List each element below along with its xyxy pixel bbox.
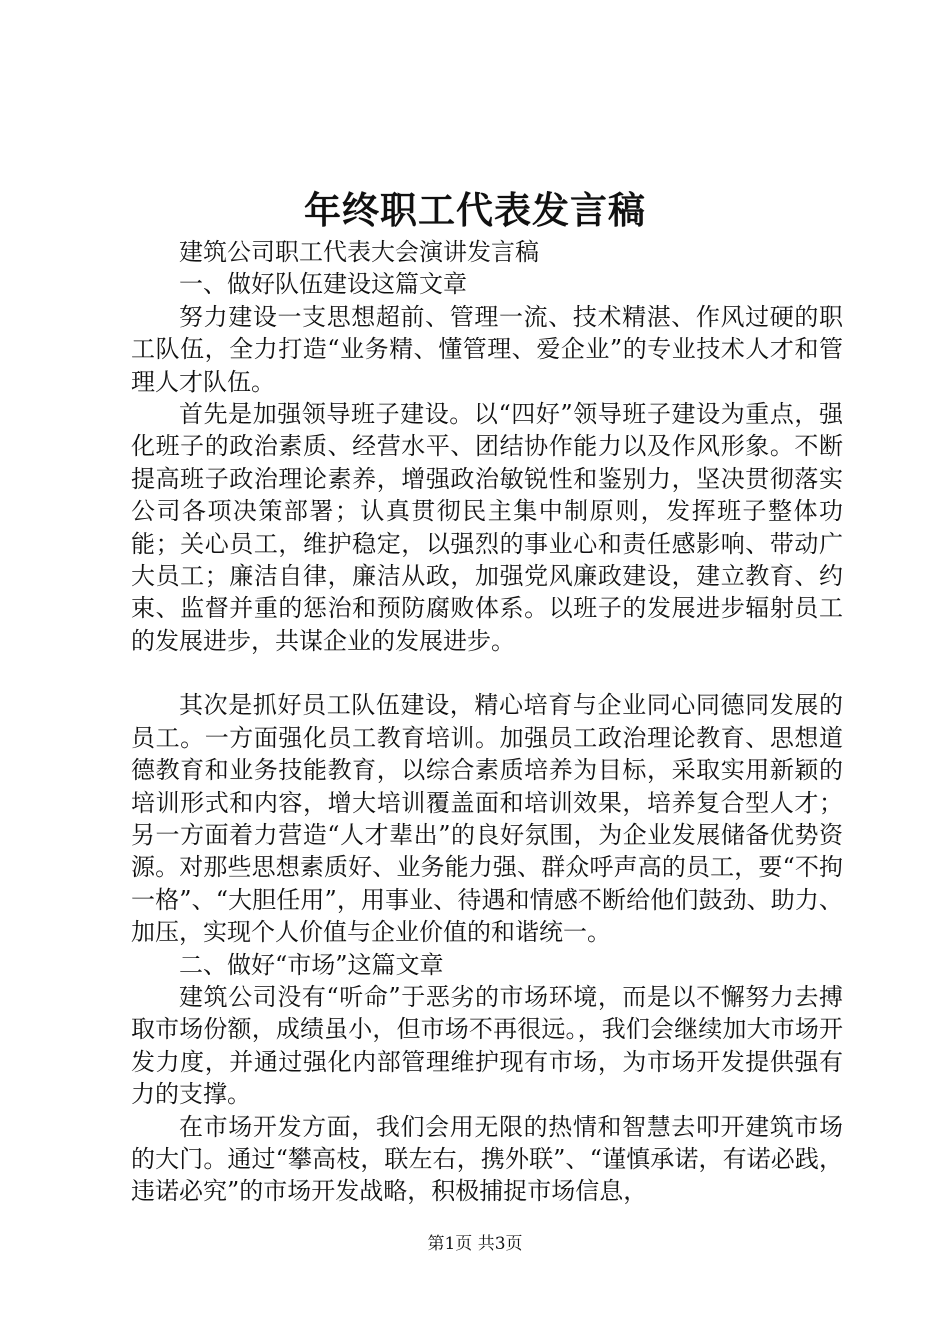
page-number-footer: 第1页 共3页 (427, 1234, 523, 1254)
paragraph: 建筑公司没有“听命”于恶劣的市场环境，而是以不懈努力去搏取市场份额，成绩虽小，但市场不再很远。，我们会继续加大市场开发力度，并通过强化内部管理维护现有市场，为市场开发提供强有力的支撑。 (131, 982, 843, 1109)
paragraph: 努力建设一支思想超前、管理一流、技术精湛、作风过硬的职工队伍，全力打造“业务精、懂管理、爱企业”的专业技术人才和管理人才队伍。 (131, 302, 843, 396)
document-title: 年终职工代表发言稿 (304, 188, 646, 232)
section-heading-1: 一、做好队伍建设这篇文章 (179, 270, 467, 299)
paragraph: 其次是抓好员工队伍建设，精心培育与企业同心同德同发展的员工。一方面强化员工教育培训。加强员工政治理论教育、思想道德教育和业务技能教育，以综合素质培养为目标，采取实用新颖的培训形式和内容，增大培训覆盖面和培训效果，培养复合型人才；另一方面着力营造“人才辈出”的良好氛围，为企业发展储备优势资源。对那些思想素质好、业务能力强、群众呼声高的员工，要“不拘一格”、“大胆任用”，用事业、待遇和情感不断给他们鼓劲、助力、加压，实现个人价值与企业价值的和谐统一。 (131, 691, 843, 947)
paragraph-subtitle: 建筑公司职工代表大会演讲发言稿 (179, 238, 539, 266)
section-heading-2: 二、做好“市场”这篇文章 (179, 950, 444, 979)
paragraph: 在市场开发方面，我们会用无限的热情和智慧去叩开建筑市场的大门。通过“攀高枝，联左右，携外联”、“谨慎承诺，有诺必践，违诺必究”的市场开发战略，积极捕捉市场信息， (131, 1112, 843, 1206)
document-body (131, 236, 843, 1208)
paragraph: 首先是加强领导班子建设。以“四好”领导班子建设为重点，强化班子的政治素质、经营水平、团结协作能力以及作风形象。不断提高班子政治理论素养，增强政治敏锐性和鉴别力，坚决贯彻落实公司各项决策部署；认真贯彻民主集中制原则，发挥班子整体功能；关心员工，维护稳定，以强烈的事业心和责任感影响、带动广大员工；廉洁自律，廉洁从政，加强党风廉政建设，建立教育、约束、监督并重的惩治和预防腐败体系。以班子的发展进步辐射员工的发展进步，共谋企业的发展进步。 (131, 400, 843, 655)
